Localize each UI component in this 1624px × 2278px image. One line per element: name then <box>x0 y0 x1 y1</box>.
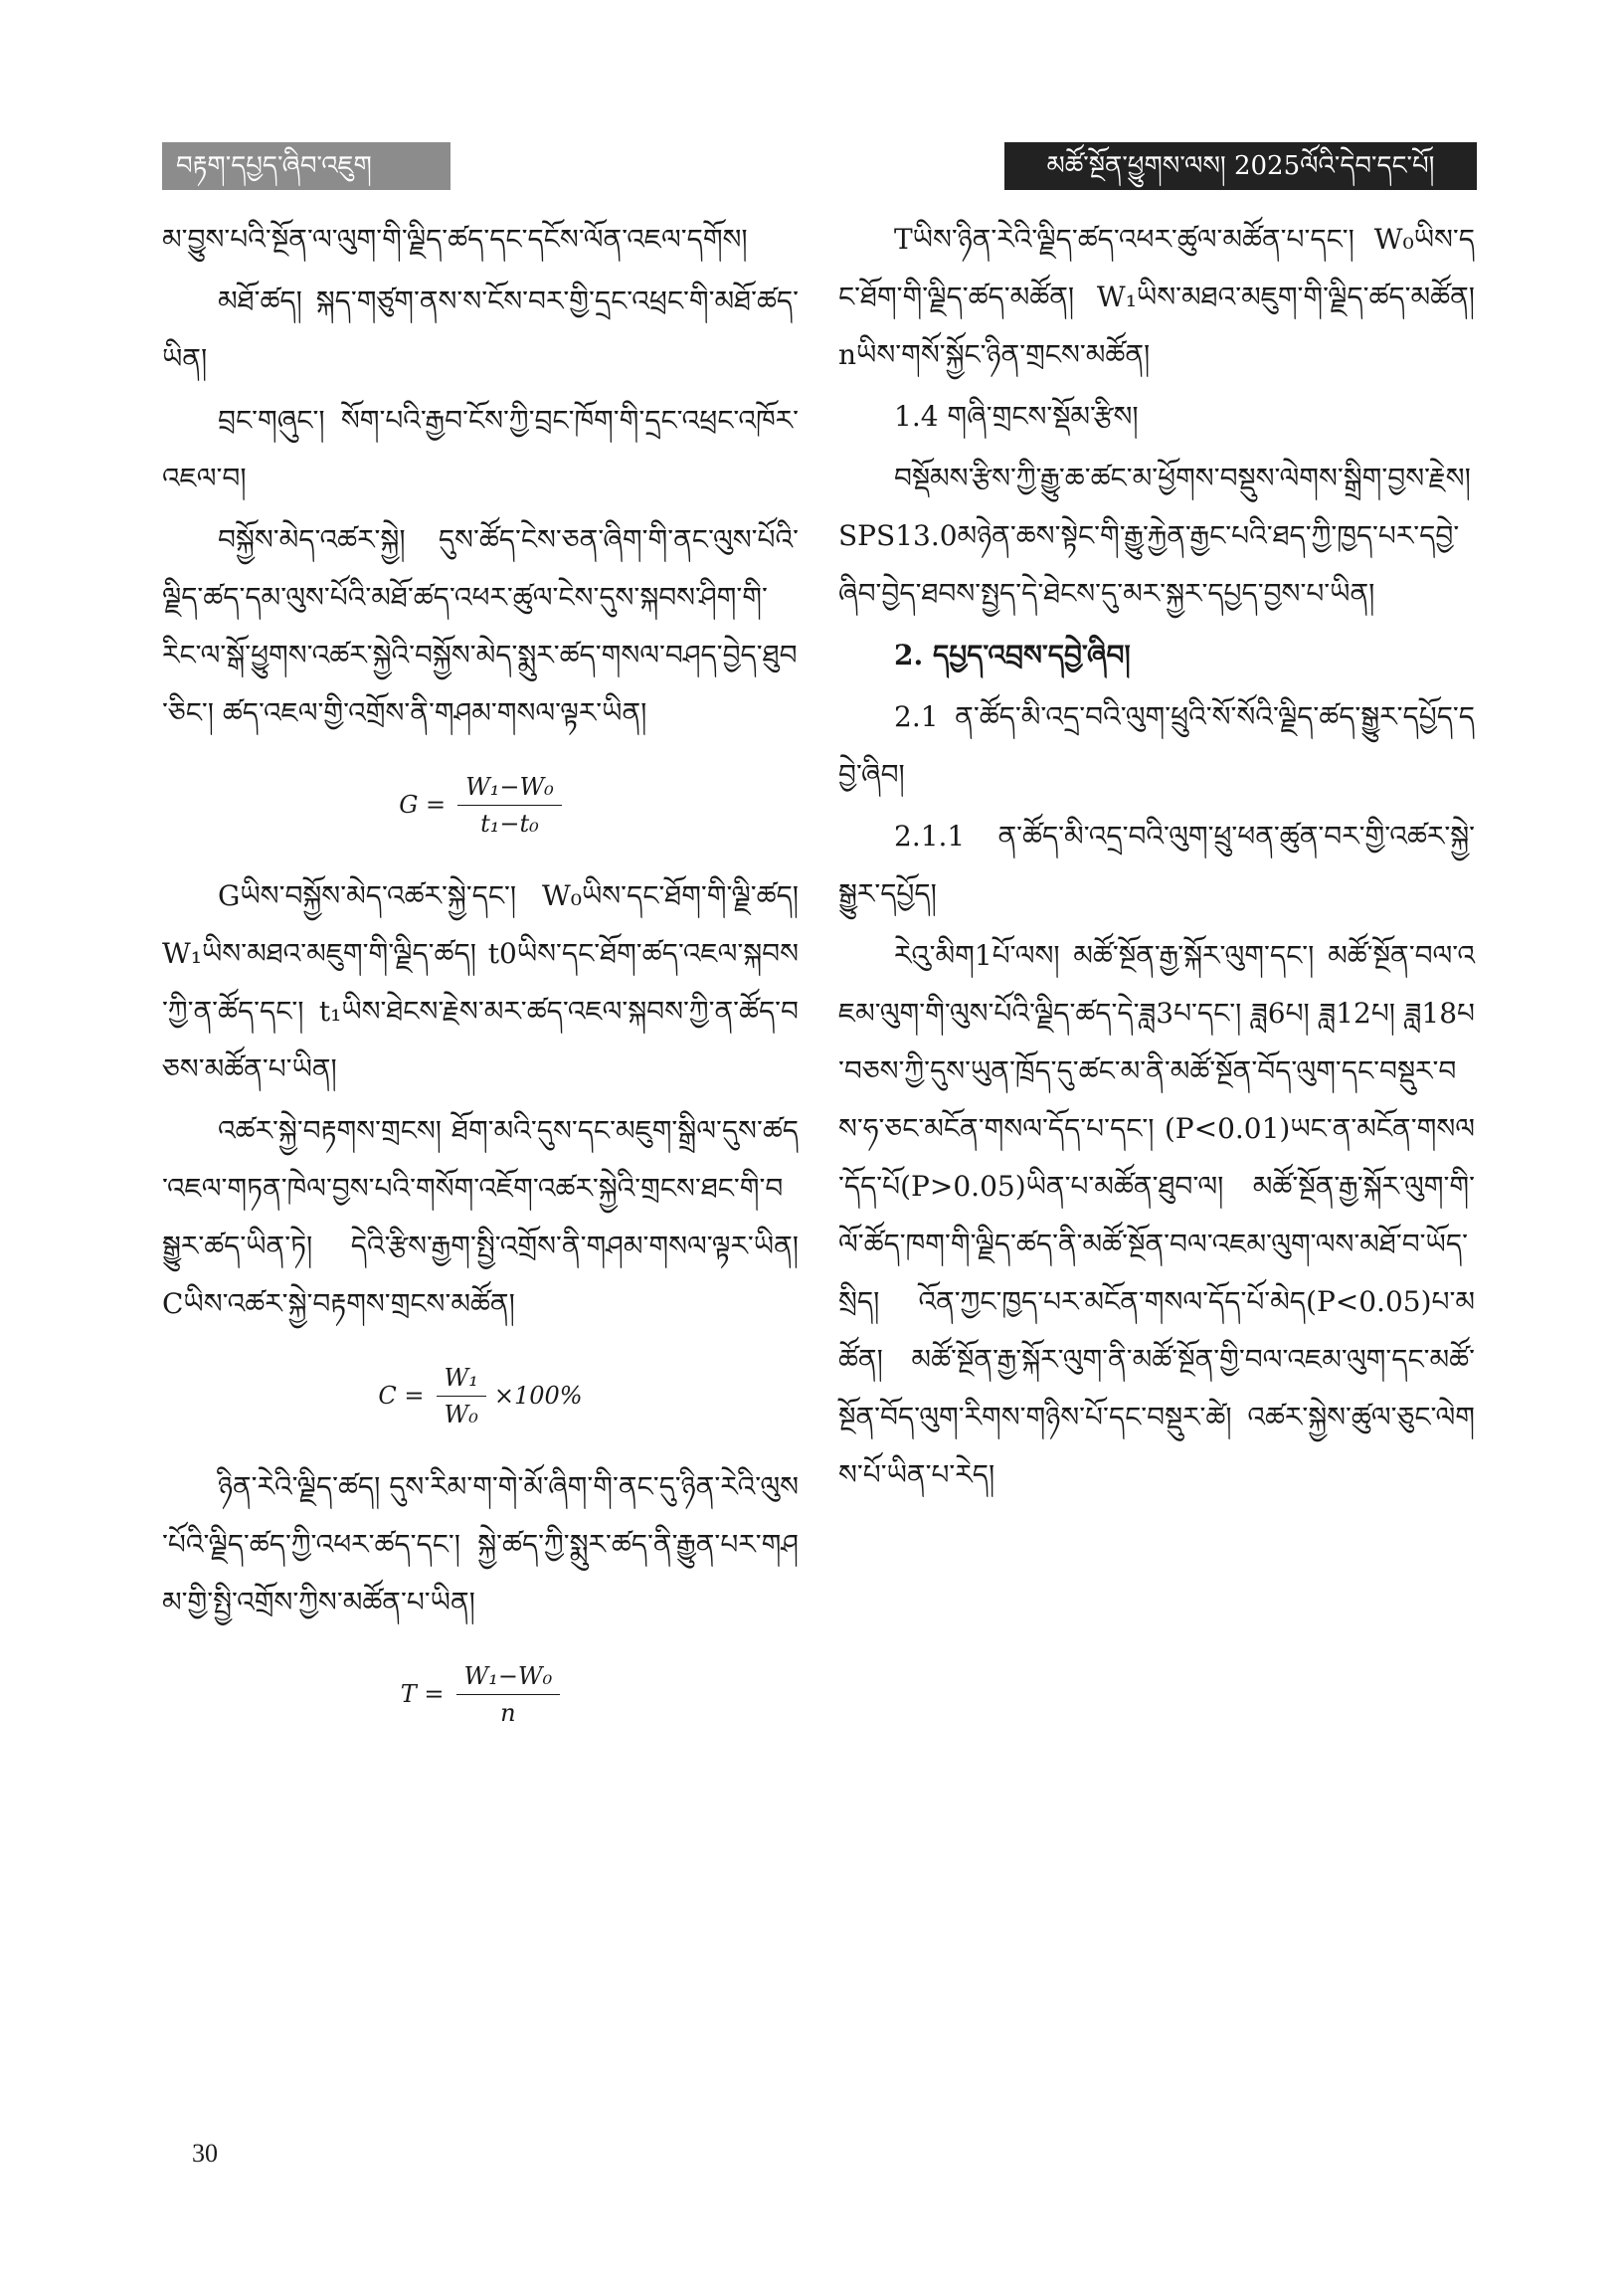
section-subheading: 1.4 གཞི་གྲངས་སྡོམ་རྩིས། <box>894 400 1139 433</box>
formula-numerator: W₁−W₀ <box>456 1662 561 1695</box>
section-heading: 2. དཔྱད་འབྲས་དབྱེ་ཞིབ། <box>894 639 1131 671</box>
formula-suffix: ×100% <box>493 1382 583 1410</box>
formula-growth-rate <box>162 760 799 850</box>
formula-denominator: t₁−t₀ <box>480 809 539 838</box>
paragraph: བསྐྱོས་མེད་འཚར་སྐྱེ། དུས་ཚོད་ངེས་ཅན་ཞིག་གི་ནང་ལུས་པོའི་ལྗིད་ཚད་དམ་ལུས་པོའི་མཐོ་ཚད་འཕར་ཚུལ་ངེས་དུས་སྐབས་ཤིག་གི་རིང་ལ་སྒོ་ཕྱུགས་འཚར་སྐྱེའི་བསྐྱོས་མེད་སྨུར་ཚད་གསལ་བཤད་བྱེད་ཐུབ་ཅིང་། ཚད་འཇལ་གྱི་འགྲོས་ནི་གཤམ་གསལ་ལྟར་ཡིན། <box>162 523 799 729</box>
paragraph: བསྡོམས་རྩིས་ཀྱི་རྒྱུ་ཆ་ཚང་མ་ཕྱོགས་བསྡུས་ལེགས་སྒྲིག་བྱས་རྗེས། SPS13.0མཉེན་ཆས་སྟེང་གི་རྒྱུ་རྐྱེན་རྒྱང་པའི་ཐད་ཀྱི་ཁྱད་པར་དབྱེ་ཞིབ་བྱེད་ཐབས་སྤྱད་དེ་ཐེངས་དུ་མར་སྐྱར་དཔྱད་བྱས་པ་ཡིན། <box>838 462 1471 610</box>
paragraph: བྲང་གཞུང་། སོག་པའི་རྒྱབ་ངོས་ཀྱི་བྲང་ཁོག་གི་དྲང་འཕྲང་འཁོར་འཇལ་བ། <box>162 404 799 494</box>
formula-lhs: T = <box>400 1680 445 1708</box>
paragraph: མ་བྱུས་པའི་སྔོན་ལ་ལུག་གི་ལྗིད་ཚད་དང་དངོས་ལོན་འཇལ་དགོས། <box>162 223 748 256</box>
journal-issue-title: མཚོ་སྔོན་ཕྱུགས་ལས། 2025ལོའི་དེབ་དང་པོ། <box>1004 142 1477 190</box>
page-number: 30 <box>192 2139 218 2168</box>
paragraph: འཚར་སྐྱེ་བརྟགས་གྲངས། ཐོག་མའི་དུས་དང་མཇུག་སྒྲིལ་དུས་ཚད་འཇལ་གཏན་ཁེལ་བྱས་པའི་གསོག་འཇོག་འཚར་སྐྱེའི་གྲངས་ཐང་གི་བསྒྱུར་ཚད་ཡིན་ཏེ། དེའི་རྩིས་རྒྱག་སྤྱི་འགྲོས་ནི་གཤམ་གསལ་ལྟར་ཡིན། Cཡིས་འཚར་སྐྱེ་བརྟགས་གྲངས་མཚོན། <box>162 1114 799 1320</box>
formula-fraction <box>456 1662 561 1727</box>
formula-numerator: W₁ <box>437 1364 486 1397</box>
paragraph: མཐོ་ཚད། སྐད་གཙུག་ནས་ས་ངོས་བར་གྱི་དྲང་འཕྲང་གི་མཐོ་ཚད་ཡིན། <box>162 285 799 375</box>
paragraph: Gཡིས་བསྐྱོས་མེད་འཚར་སྐྱེ་དང་། W₀ཡིས་དང་ཐོག་གི་ལྗི་ཚད། W₁ཡིས་མཐའ་མཇུག་གི་ལྗིད་ཚད། t0ཡིས་དང་ཐོག་ཚད་འཇལ་སྐབས་ཀྱི་ན་ཚོད་དང་། t₁ཡིས་ཐེངས་རྗེས་མར་ཚད་འཇལ་སྐབས་ཀྱི་ན་ཚོད་བཅས་མཚོན་པ་ཡིན། <box>162 879 799 1085</box>
formula-denominator: n <box>500 1698 516 1727</box>
formula-lhs: G = <box>399 791 447 819</box>
formula-denominator: W₀ <box>444 1400 478 1428</box>
paragraph: ཉིན་རེའི་ལྗིད་ཚད། དུས་རིམ་ག་གེ་མོ་ཞིག་གི་ནང་དུ་ཉིན་རེའི་ལུས་པོའི་ལྗིད་ཚད་ཀྱི་འཕར་ཚད་དང་། སྐྱེ་ཚད་ཀྱི་སྨུར་ཚད་ནི་རྒྱུན་པར་གཤམ་གྱི་སྤྱི་འགྲོས་ཀྱིས་མཚོན་པ་ཡིན། <box>162 1470 799 1618</box>
formula-numerator: W₁−W₀ <box>457 773 562 806</box>
formula-lhs: C = <box>378 1382 425 1410</box>
right-column <box>838 211 1475 1508</box>
paragraph: རེའུ་མིག1པོ་ལས། མཚོ་སྔོན་རྒྱ་སྐོར་ལུག་དང་། མཚོ་སྔོན་བལ་འཇམ་ལུག་གི་ལུས་པོའི་ལྗིད་ཚད་དེ་ཟླ3པ་དང་། ཟླ6པ། ཟླ12པ། ཟླ18པ་བཅས་ཀྱི་དུས་ཡུན་ཁྲོད་དུ་ཚང་མ་ནི་མཚོ་སྔོན་བོད་ལུག་དང་བསྡུར་བས་ཧ་ཅང་མངོན་གསལ་དོད་པ་དང་། (P<0.01)ཡང་ན་མངོན་གསལ་དོད་པོ(P>0.05)ཡིན་པ་མཚོན་ཐུབ་ལ། མཚོ་སྔོན་རྒྱ་སྐོར་ལུག་གི་ལོ་ཚོད་ཁག་གི་ལྗིད་ཚད་ནི་མཚོ་སྔོན་བལ་འཇམ་ལུག་ལས་མཐོ་བ་ཡོད་སྲིད། འོན་ཀྱང་ཁྱད་པར་མངོན་གསལ་དོད་པོ་མེད(P<0.05)པ་མཚོན། མཚོ་སྔོན་རྒྱ་སྐོར་ལུག་ནི་མཚོ་སྔོན་གྱི་བལ་འཇམ་ལུག་དང་མཚོ་སྔོན་བོད་ལུག་རིགས་གཉིས་པོ་དང་བསྡུར་ཚེ། འཚར་སྐྱེས་ཚུལ་ཅུང་ལེགས་པོ་ཡིན་པ་རེད། <box>838 939 1475 1491</box>
formula-fraction <box>457 773 562 838</box>
formula-growth-index <box>162 1351 799 1440</box>
section-subheading: 2.1 ན་ཚོད་མི་འདྲ་བའི་ལུག་ཕྲུའི་སོ་སོའི་ལྗིད་ཚད་སྒྱུར་དཔྱོད་དབྱེ་ཞིབ། <box>838 700 1475 791</box>
left-column <box>162 211 799 1757</box>
formula-fraction <box>437 1364 486 1428</box>
paragraph: Tཡིས་ཉིན་རེའི་ལྗིད་ཚད་འཕར་ཚུལ་མཚོན་པ་དང་། W₀ཡིས་དང་ཐོག་གི་ལྗིད་ཚད་མཚོན། W₁ཡིས་མཐའ་མཇུག་གི་ལྗིད་ཚད་མཚོན། nཡིས་གསོ་སྐྱོང་ཉིན་གྲངས་མཚོན། <box>838 223 1475 371</box>
journal-section-title: བརྟག་དཔྱད་ཞིབ་འཇུག <box>162 142 451 190</box>
section-subheading: 2.1.1 ན་ཚོད་མི་འདྲ་བའི་ལུག་ཕྲུ་ཕན་ཚུན་བར་གྱི་འཚར་སྐྱེ་སྒྱུར་དཔྱོད། <box>838 820 1475 910</box>
formula-daily-gain <box>162 1649 799 1739</box>
